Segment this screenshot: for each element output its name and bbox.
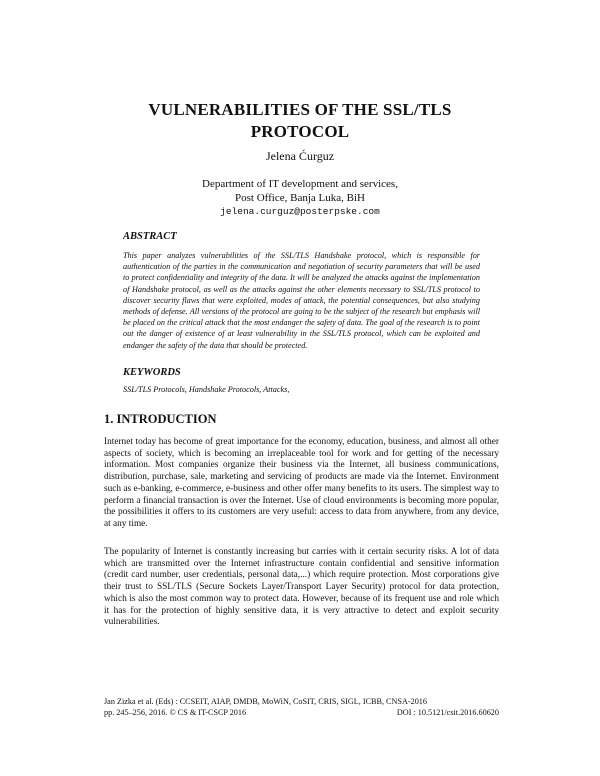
section-heading: 1. INTRODUCTION [104, 412, 217, 426]
paper-title [0, 99, 600, 143]
affiliation-line-1: Department of IT development and services, [202, 178, 398, 190]
keywords-heading: KEYWORDS [123, 367, 181, 378]
affiliation [0, 177, 600, 219]
keywords-text: SSL/TLS Protocols, Handshake Protocols, Attacks, [123, 385, 290, 394]
abstract-heading: ABSTRACT [123, 231, 177, 242]
abstract-text: This paper analyzes vulnerabilities of the SSL/TLS Handshake protocol, which is responsible for authentication of the parties in the communication and negotiation of security parameters that will be used to protect confidentiality and integrity of the data. It will be analyzed the attacks against the implementation of Handshake protocol, as well as the attacks against the other elements necessary to SSL/TLS protocol to discover security flaws that were exploited, modes of attack, the potential consequences, but also studying methods of defense. All versions of the protocol are going to be the subject of the research but emphasis will be placed on the critical attack that the most endanger the safety of data. The goal of the research is to point out the danger of existence of at least vulnerability in the SSL/TLS protocol, which can be exploited and endanger the safety of the data that should be protected. [123, 251, 480, 350]
footer-proceedings: Jan Zizka et al. (Eds) : CCSEIT, AIAP, DMDB, MoWiN, CoSIT, CRIS, SIGL, ICBB, CNSA-2016 [104, 697, 427, 706]
title-line-2: PROTOCOL [250, 122, 350, 141]
intro-paragraph-1: Internet today has become of great importance for the economy, education, business, and almost all other aspects of society, which is becoming an irreplaceable tool for work and for getting of the necessary information. Most companies organize their business via the Internet, all business communications, distribution, purchase, sale, marketing and servicing of products are made via the Internet. Environment such as e-banking, e-commerce, e-business and other offer many benefits to its users. The simplest way to perform a financial transaction is over the Internet. Use of cloud environments is becoming more popular, the possibilities it offers to its customers are very useful: access to data from anywhere, from any device, at any time. [104, 437, 499, 529]
affiliation-line-2: Post Office, Banja Luka, BiH [235, 192, 365, 204]
author-email: jelena.curguz@posterpske.com [220, 206, 380, 217]
intro-paragraph-2: The popularity of Internet is constantly increasing but carries with it certain security risks. A lot of data which are transmitted over the Internet infrastructure contain confidential and sensitive information (credit card number, user credentials, personal data,...) which require protection. Most corporations give their trust to SSL/TLS (Secure Sockets Layer/Transport Layer Security) protocol for data protection, which is also the most common way to protect data. However, because of its frequent use and role which it has for the protection of highly sensitive data, it is very attractive to detect and exploit security vulnerabilities. [104, 547, 499, 628]
title-line-1: VULNERABILITIES OF THE SSL/TLS [148, 100, 452, 119]
page-footer [104, 697, 499, 718]
footer-pages: pp. 245–256, 2016. © CS & IT-CSCP 2016 [104, 707, 247, 717]
footer-doi: DOI : 10.5121/csit.2016.60620 [396, 707, 499, 717]
author-name: Jelena Ćurguz [265, 149, 335, 163]
